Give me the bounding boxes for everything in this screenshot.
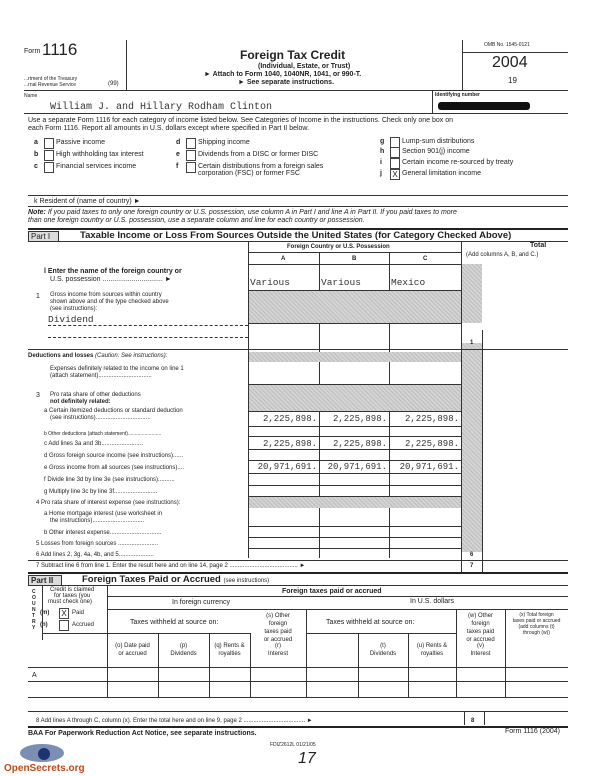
- resident-of: k Resident of (name of country) ►: [34, 198, 141, 205]
- note-text2: than one foreign country or U.S. possession, use a separate column and line for each country or possession.: [28, 217, 365, 224]
- subtitle: (Individual, Estate, or Trust): [258, 63, 351, 70]
- category-checkbox-j[interactable]: X: [390, 169, 400, 180]
- category-label-f: Certain distributions from a foreign sales: [198, 163, 324, 170]
- withheld-foreign-label: Taxes withheld at source on:: [130, 619, 219, 626]
- withheld-us-label: Taxes withheld at source on:: [326, 619, 415, 626]
- credit-label2: for taxes (you: [54, 593, 91, 599]
- line3c-label: c Add lines 3a and 3b.........................: [44, 441, 144, 447]
- line4a-label1: a Home mortgage interest (use worksheet in: [44, 511, 163, 517]
- col-header-p: (p) Dividends: [170, 643, 197, 657]
- note-bold: Note:: [28, 209, 46, 216]
- category-checkbox-a[interactable]: [44, 138, 54, 149]
- opensecrets-watermark: OpenSecrets.org: [4, 763, 85, 774]
- redacted-id: [438, 102, 530, 110]
- paperwork-notice: BAA For Paperwork Reduction Act Notice, see separate instructions.: [28, 730, 257, 737]
- category-label-g: Lump-sum distributions: [402, 138, 475, 145]
- m-label: (m): [40, 610, 50, 616]
- col-c: C: [423, 256, 428, 262]
- total-sublabel: (Add columns A, B, and C.): [466, 252, 539, 258]
- line3c-b: 2,225,898.: [332, 439, 387, 449]
- country-label: l Enter the name of the foreign country or: [44, 268, 182, 275]
- col-header-t: (t) Dividends: [369, 643, 397, 657]
- line3-label2: not definitely related:: [50, 399, 111, 405]
- line3d-label: d Gross foreign source income (see instructions)......: [44, 453, 184, 459]
- line5-label: 5 Losses from foreign sources ........................: [36, 541, 159, 547]
- line3e-c: 20,971,691.: [399, 462, 459, 472]
- country-vertical-label: COUNTRY: [32, 589, 36, 631]
- col-b: B: [352, 256, 357, 262]
- line3a-label1: a Certain itemized deductions or standard deduction: [44, 408, 183, 414]
- line1-label2: shown above and of the type checked above: [50, 299, 169, 305]
- attach-note: ► Attach to Form 1040, 1040NR, 1041, or 990-T.: [204, 71, 362, 78]
- part1-title: Taxable Income or Loss From Sources Outside the United States (for Category Checked Above): [80, 230, 512, 241]
- total-label: Total: [530, 242, 547, 249]
- category-checkbox-i[interactable]: [390, 158, 400, 169]
- col-header-u: (u) Rents & royalties: [416, 643, 448, 657]
- col-header-s: (s) Other foreign taxes paid or accrued: [263, 613, 293, 643]
- col-header-o: (o) Date paid or accrued: [115, 643, 150, 657]
- line3a-a: 2,225,898.: [262, 414, 317, 424]
- line6-box: 6: [470, 552, 474, 558]
- accrued-checkbox[interactable]: [59, 620, 69, 631]
- line3c-a: 2,225,898.: [262, 439, 317, 449]
- line3a-label2: (see instructions).................................: [50, 415, 151, 421]
- category-label2-f: corporation (FSC) or former FSC: [198, 170, 300, 177]
- country-label2: U.S. possession ............................... ►: [50, 276, 172, 283]
- line3a-c: 2,225,898.: [404, 414, 459, 424]
- col-header-r: (r) Interest: [267, 643, 288, 657]
- category-letter: j: [380, 170, 382, 177]
- group-label: Foreign taxes paid or accrued: [282, 588, 382, 595]
- category-letter: b: [34, 151, 39, 158]
- line2-label1: Expenses definitely related to the income on line 1: [50, 366, 184, 372]
- line3g-label: g Multiply line 3c by line 3f..........................: [44, 489, 158, 495]
- category-label-a: Passive income: [56, 139, 106, 146]
- line6-label: 6 Add lines 2, 3g, 4a, 4b, and 5.....................: [36, 552, 154, 558]
- line4-label: 4 Pro rata share of interest expense (see instructions):: [36, 500, 181, 506]
- category-checkbox-h[interactable]: [390, 147, 400, 158]
- line1-box: 1: [470, 340, 474, 346]
- category-letter: d: [176, 139, 181, 146]
- line3a-b: 2,225,898.: [332, 414, 387, 424]
- country-a: Various: [250, 277, 290, 288]
- see-instructions: ► See separate instructions.: [238, 79, 335, 86]
- category-letter: f: [176, 163, 179, 170]
- income-type: Dividend: [48, 314, 94, 325]
- col-a: A: [281, 256, 286, 262]
- opensecrets-logo: [18, 740, 66, 762]
- instructions-line2: each Form 1116. Report all amounts in U.S. dollars except where specified in Part II below.: [28, 125, 310, 132]
- attachment-seq: 19: [508, 76, 517, 85]
- category-label-e: Dividends from a DISC or former DISC: [198, 151, 319, 158]
- taxpayer-name: William J. and Hillary Rodham Clinton: [50, 102, 273, 113]
- category-letter: i: [380, 159, 382, 166]
- category-letter: e: [176, 151, 180, 158]
- part2-title: Foreign Taxes Paid or Accrued (see instructions): [82, 574, 270, 585]
- col-header-x: (x) Total foreign taxes paid or accrued (add columns (t) through (w)): [512, 612, 561, 636]
- category-label-j: General limitation income: [402, 170, 481, 177]
- category-label-d: Shipping income: [198, 139, 250, 146]
- category-letter: a: [34, 139, 38, 146]
- line8-box: 8: [471, 718, 475, 724]
- form-title: Foreign Tax Credit: [240, 48, 346, 62]
- line8-label: 8 Add lines A through C, column (x). Enter the total here and on line 9, page 2 ..................................... ►: [36, 718, 313, 724]
- category-letter: c: [34, 163, 38, 170]
- paid-label: Paid: [72, 610, 85, 616]
- category-letter: g: [380, 138, 385, 145]
- category-checkbox-b[interactable]: [44, 150, 54, 161]
- deductions-heading: Deductions and losses (Caution: See instructions):: [28, 353, 168, 359]
- line3f-label: f Divide line 3d by line 3e (see instructions)..........: [44, 477, 175, 483]
- line3e-b: 20,971,691.: [327, 462, 387, 472]
- line3c-c: 2,225,898.: [404, 439, 459, 449]
- row-a-label: A: [32, 672, 37, 679]
- line1-num: 1: [36, 293, 40, 300]
- line3b-label: b Other deductions (attach statement)........................: [44, 431, 162, 437]
- form-code: FDIZ2612L 01/21/05: [270, 742, 316, 748]
- note-text: If you paid taxes to only one foreign country or U.S. possession, use column A in Part I and line A in Part II. If you paid taxes to more: [45, 209, 457, 216]
- line4a-label2: the instructions)...............................: [50, 518, 145, 524]
- category-label-b: High withholding tax interest: [56, 151, 144, 158]
- part1-tag: Part I: [28, 231, 59, 242]
- tax-year: 2004: [492, 54, 528, 71]
- line3-label1: Pro rata share of other deductions: [50, 392, 141, 398]
- line4b-label: b Other interest expense...............................: [44, 530, 162, 536]
- dept-treasury: ...rtment of the Treasury: [24, 76, 78, 82]
- category-label-i: Certain income re-sourced by treaty: [402, 159, 514, 166]
- line7-box: 7: [470, 563, 474, 569]
- form-footer: Form 1116 (2004): [505, 728, 560, 735]
- instructions-line1: Use a separate Form 1116 for each category of income listed below. See Categories of Income in the instructions. Check only one box on: [28, 117, 454, 124]
- seq: (99): [108, 81, 119, 87]
- country-c: Mexico: [391, 277, 426, 288]
- category-label-c: Financial services income: [56, 163, 137, 170]
- omb-number: OMB No. 1545-0121: [484, 42, 530, 48]
- category-checkbox-d[interactable]: [186, 138, 196, 149]
- part2-tag: Part II: [28, 575, 62, 586]
- accrued-label: Accrued: [72, 622, 95, 628]
- col-header-q: (q) Rents & royalties: [214, 643, 245, 657]
- us-dollars-label: In U.S. dollars: [410, 598, 454, 605]
- name-label: Name: [24, 93, 38, 99]
- line2-label2: (attach statement)................................: [50, 373, 152, 379]
- paid-checkbox[interactable]: X: [59, 608, 69, 619]
- line3e-label: e Gross income from all sources (see instructions)....: [44, 465, 185, 471]
- identifying-number-label: Identifying number: [435, 92, 480, 98]
- line1-label1: Gross income from sources within country: [50, 292, 162, 298]
- line1-label3: (see instructions):: [50, 306, 98, 312]
- category-checkbox-e[interactable]: [186, 150, 196, 161]
- col-header-v: (v) Interest: [470, 643, 491, 657]
- category-label-h: Section 901(j) income: [402, 148, 470, 155]
- foreign-currency-label: In foreign currency: [172, 599, 230, 606]
- form-label: Form: [24, 48, 41, 55]
- category-letter: h: [380, 148, 385, 155]
- col-group-label: Foreign Country or U.S. Possession: [287, 244, 390, 250]
- eye-icon: [18, 740, 66, 762]
- credit-label3: must check one): [48, 599, 93, 605]
- col-header-w: (w) Other foreign taxes paid or accrued: [466, 613, 495, 643]
- credit-label1: Credit is claimed: [50, 587, 95, 593]
- category-checkbox-f[interactable]: [186, 162, 196, 173]
- irs: ...rnal Revenue Service: [24, 82, 76, 88]
- country-b: Various: [321, 277, 361, 288]
- line7-label: 7 Subtract line 6 from line 1. Enter the result here and on line 14, page 2 ......................................... ►: [36, 563, 306, 569]
- category-checkbox-c[interactable]: [44, 162, 54, 173]
- form-number: 1116: [42, 40, 78, 59]
- line3-num: 3: [36, 392, 40, 399]
- line3e-a: 20,971,691.: [257, 462, 317, 472]
- page-number: 17: [298, 750, 316, 767]
- n-label: (n): [40, 622, 48, 628]
